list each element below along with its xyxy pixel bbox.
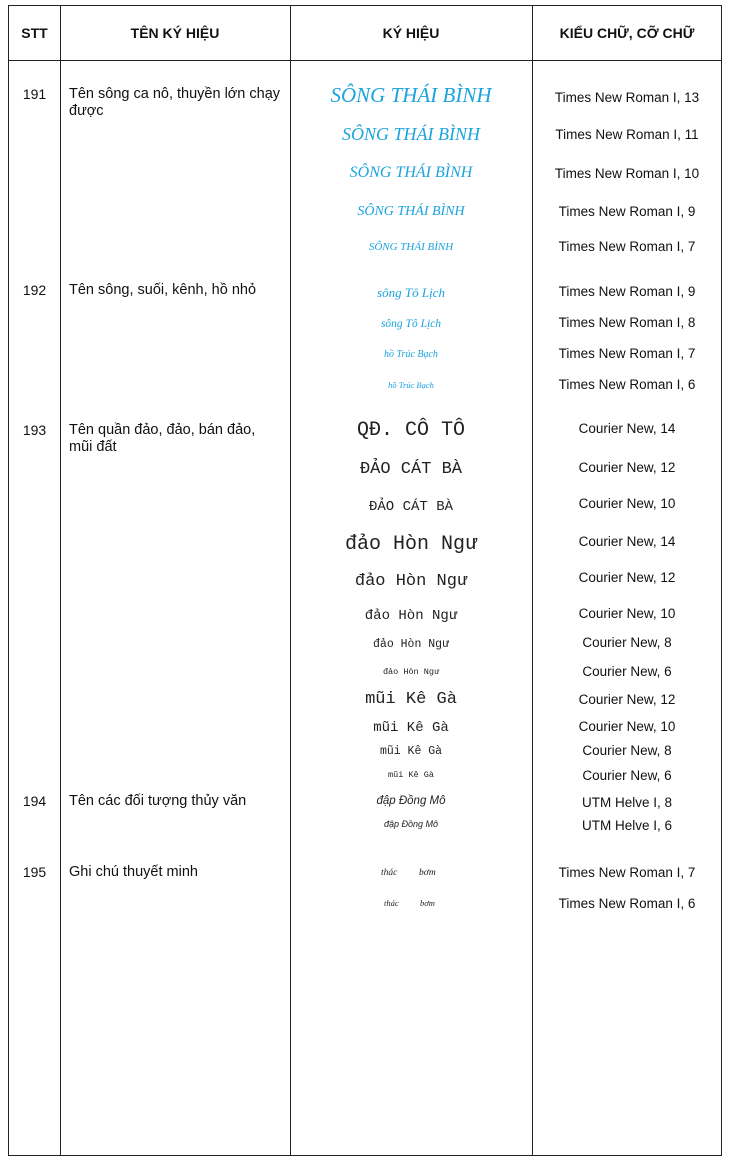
font-194-1: UTM Helve I, 8 — [581, 795, 673, 810]
sample-191-5: SÔNG THÁI BÌNH — [368, 241, 454, 253]
symbol-name-195: Ghi chú thuyết minh — [69, 864, 198, 880]
sample-193-6: đảo Hòn Ngư — [364, 608, 458, 624]
font-193-8: Courier New, 6 — [582, 664, 672, 679]
font-192-4: Times New Roman I, 6 — [558, 377, 696, 392]
sample-192-1: sông Tô Lịch — [377, 285, 445, 300]
symbol-name-192: Tên sông, suối, kênh, hồ nhỏ — [69, 282, 257, 298]
sample-193-5: đảo Hòn Ngư — [354, 572, 468, 591]
sample-194-1: đập Đồng Mô — [376, 795, 446, 807]
stt-191: 191 — [22, 86, 47, 102]
sample-193-9: mũi Kê Gà — [365, 690, 457, 709]
sample-195-1a: thác — [381, 868, 398, 878]
stt-193: 193 — [22, 422, 47, 438]
header-symbol: KÝ HIỆU — [382, 25, 440, 41]
header-name: TÊN KÝ HIỆU — [130, 25, 220, 41]
font-193-10: Courier New, 10 — [578, 719, 676, 734]
font-193-1: Courier New, 14 — [578, 421, 676, 436]
stt-195: 195 — [22, 864, 47, 880]
font-193-2: Courier New, 12 — [578, 460, 676, 475]
font-192-2: Times New Roman I, 8 — [558, 315, 696, 330]
font-193-6: Courier New, 10 — [578, 606, 676, 621]
font-191-1: Times New Roman I, 13 — [554, 90, 700, 105]
sample-193-3: ĐẢO CÁT BÀ — [368, 499, 453, 515]
sample-191-4: SÔNG THÁI BÌNH — [357, 204, 465, 219]
font-194-2: UTM Helve I, 6 — [581, 818, 673, 833]
symbol-name-193: Tên quần đảo, đảo, bán đảo, mũi đất — [69, 422, 256, 455]
sample-193-7: đảo Hòn Ngư — [373, 638, 449, 651]
font-192-3: Times New Roman I, 7 — [558, 346, 696, 361]
sample-192-4: hồ Trúc Bạch — [388, 380, 434, 390]
sample-191-2: SÔNG THÁI BÌNH — [342, 124, 480, 144]
font-193-11: Courier New, 8 — [582, 743, 672, 758]
stt-194: 194 — [22, 793, 47, 809]
symbol-name-194: Tên các đối tượng thủy văn — [69, 793, 247, 809]
sample-193-4: đảo Hòn Ngư — [344, 533, 478, 556]
font-193-12: Courier New, 6 — [582, 768, 672, 783]
header-divider — [9, 60, 721, 61]
sample-193-12: mũi Kê Gà — [388, 770, 434, 780]
font-195-1: Times New Roman I, 7 — [558, 865, 696, 880]
sample-191-1: SÔNG THÁI BÌNH — [330, 83, 492, 107]
sample-193-8: đảo Hòn Ngư — [382, 667, 440, 677]
sample-193-10: mũi Kê Gà — [373, 720, 449, 736]
sample-193-2: ĐẢO CÁT BÀ — [359, 460, 463, 479]
sample-191-3: SÔNG THÁI BÌNH — [349, 164, 473, 181]
font-193-5: Courier New, 12 — [578, 570, 676, 585]
font-193-3: Courier New, 10 — [578, 496, 676, 511]
font-191-2: Times New Roman I, 11 — [555, 127, 699, 142]
font-193-9: Courier New, 12 — [578, 692, 676, 707]
header-stt: STT — [21, 25, 48, 41]
sample-195-1b: bơm — [419, 868, 436, 878]
sample-192-2: sông Tô Lịch — [380, 318, 442, 330]
sample-194-2: đập Đồng Mô — [383, 819, 439, 829]
symbol-table — [8, 5, 722, 1156]
column-divider — [60, 6, 61, 1155]
symbol-name-191: Tên sông ca nô, thuyền lớn chạy được — [69, 86, 281, 119]
font-191-5: Times New Roman I, 7 — [558, 239, 696, 254]
stt-192: 192 — [22, 282, 47, 298]
sample-192-3: hồ Trúc Bạch — [384, 349, 438, 360]
font-192-1: Times New Roman I, 9 — [558, 284, 696, 299]
sample-195-2b: bơm — [420, 898, 435, 908]
font-191-4: Times New Roman I, 9 — [558, 204, 696, 219]
font-193-4: Courier New, 14 — [578, 534, 676, 549]
font-193-7: Courier New, 8 — [582, 635, 672, 650]
font-191-3: Times New Roman I, 10 — [554, 166, 700, 181]
sample-193-1: QĐ. CÔ TÔ — [356, 419, 466, 442]
sample-193-11: mũi Kê Gà — [379, 745, 443, 758]
header-font: KIỂU CHỮ, CỠ CHỮ — [559, 25, 695, 41]
font-195-2: Times New Roman I, 6 — [558, 896, 696, 911]
sample-195-2a: thác — [384, 898, 399, 908]
